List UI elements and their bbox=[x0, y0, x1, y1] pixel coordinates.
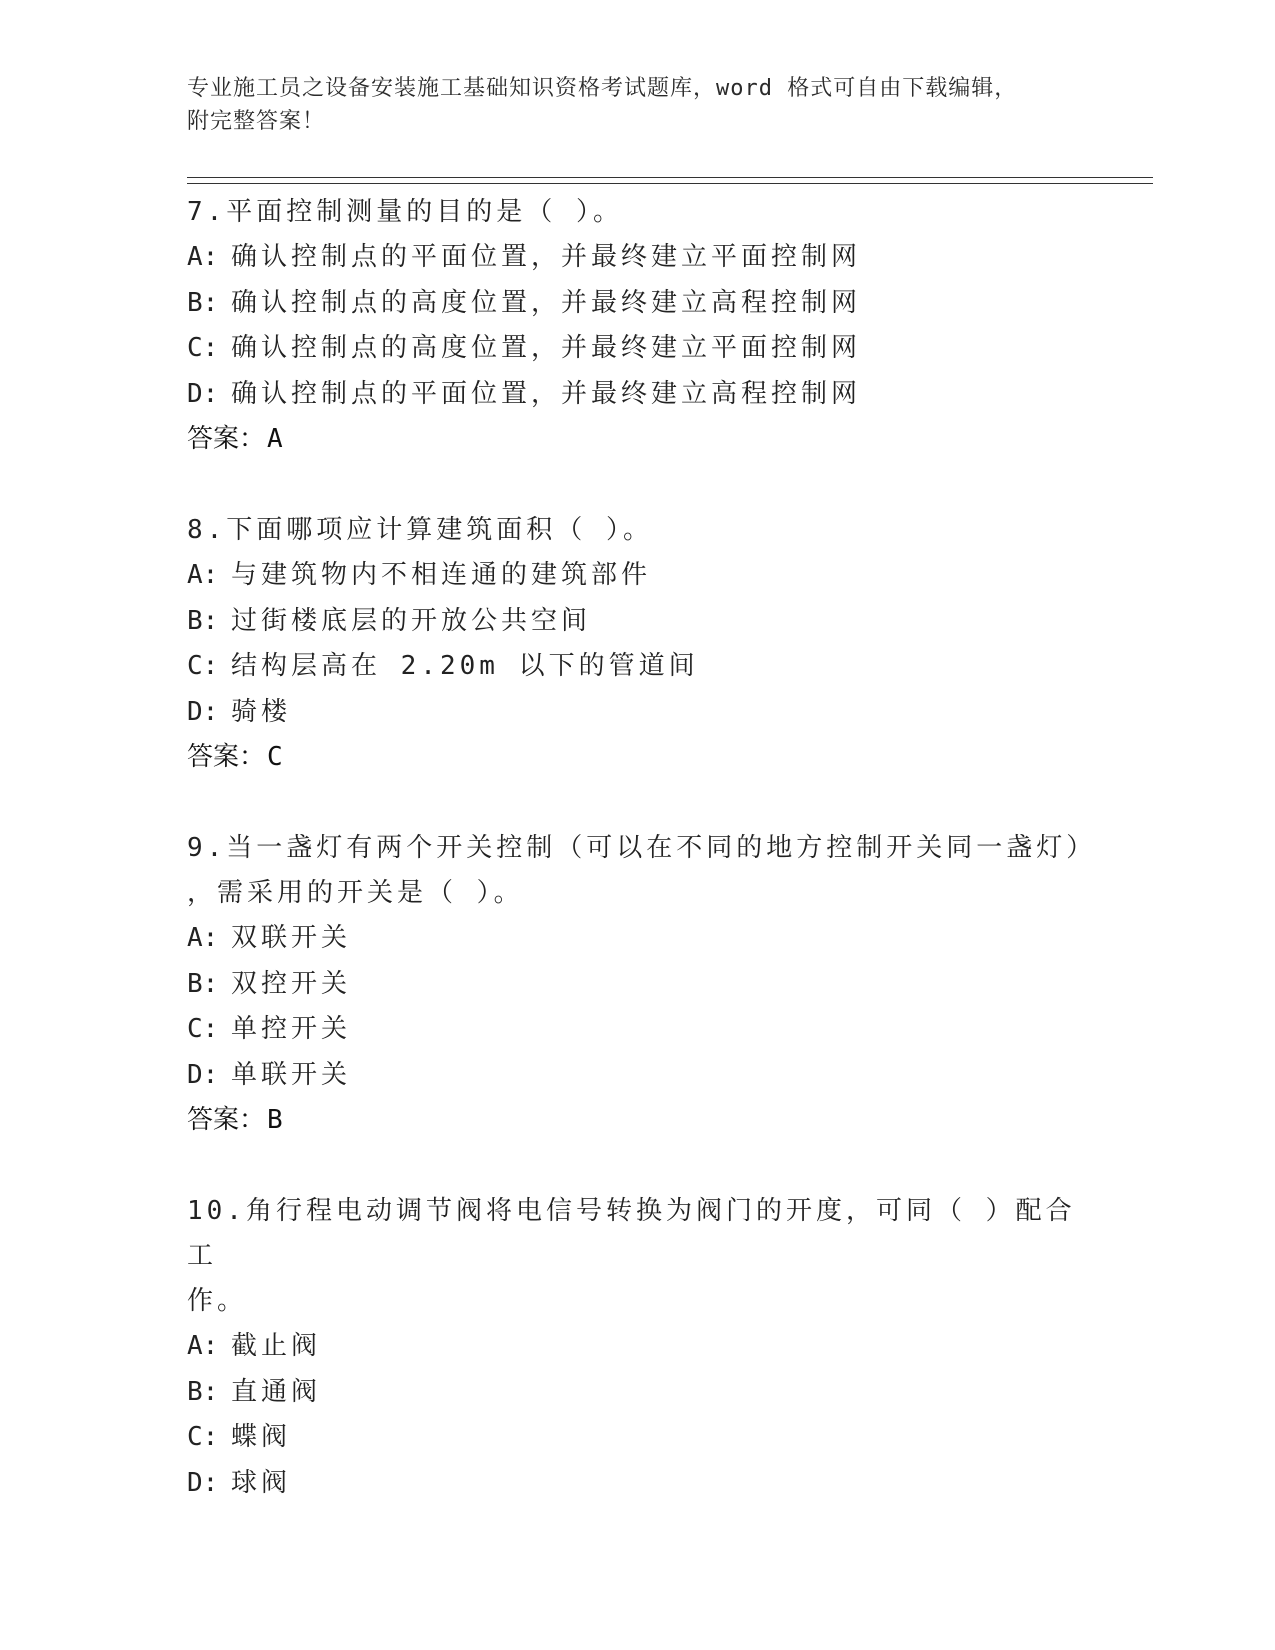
question-7 bbox=[187, 190, 1087, 462]
option-a bbox=[187, 235, 1087, 281]
option-letter: B: bbox=[187, 1376, 219, 1407]
option-text: 确认控制点的高度位置，并最终建立高程控制网 bbox=[231, 287, 862, 318]
option-letter: D: bbox=[187, 696, 219, 727]
answer-label: 答案： bbox=[187, 742, 266, 772]
option-letter: A: bbox=[187, 1331, 219, 1361]
option-text: 与建筑物内不相连通的建筑部件 bbox=[231, 560, 652, 590]
option-text: 截止阀 bbox=[231, 1331, 322, 1361]
option-d bbox=[187, 690, 1087, 736]
option-a bbox=[187, 553, 1087, 599]
option-text: 确认控制点的平面位置，并最终建立平面控制网 bbox=[231, 242, 862, 272]
option-b bbox=[187, 1370, 1087, 1416]
answer-value: C bbox=[267, 742, 283, 772]
option-text: 过街楼底层的开放公共空间 bbox=[231, 605, 592, 636]
header-divider-bottom bbox=[187, 183, 1153, 184]
option-text: 球阀 bbox=[231, 1467, 292, 1498]
header-divider-top bbox=[187, 177, 1153, 178]
option-text: 直通阀 bbox=[231, 1376, 322, 1407]
option-letter: B: bbox=[187, 968, 219, 999]
option-text: 确认控制点的高度位置，并最终建立平面控制网 bbox=[231, 333, 862, 363]
option-c bbox=[187, 1007, 1087, 1053]
answer-label: 答案： bbox=[187, 424, 266, 454]
option-letter: C: bbox=[187, 651, 219, 681]
option-letter: B: bbox=[187, 287, 219, 318]
answer-label: 答案： bbox=[187, 1105, 266, 1135]
option-text: 骑楼 bbox=[231, 696, 292, 727]
option-text: 结构层高在 2.20m 以下的管道间 bbox=[231, 651, 699, 681]
option-letter: D: bbox=[187, 378, 219, 409]
answer-value: B bbox=[267, 1105, 283, 1135]
option-text: 双控开关 bbox=[231, 968, 352, 999]
question-stem: 7.平面控制测量的目的是（ ）。 bbox=[187, 197, 623, 227]
question-8 bbox=[187, 508, 1087, 780]
option-text: 蝶阀 bbox=[231, 1422, 292, 1452]
option-letter: C: bbox=[187, 1014, 219, 1044]
option-letter: A: bbox=[187, 242, 219, 272]
option-a bbox=[187, 916, 1087, 962]
question-stem-line-2: 作。 bbox=[187, 1286, 248, 1316]
option-c bbox=[187, 644, 1087, 690]
option-b bbox=[187, 962, 1087, 1008]
question-stem-line-1: 9.当一盏灯有两个开关控制（可以在不同的地方控制开关同一盏灯） bbox=[187, 833, 1097, 863]
answer-line bbox=[187, 735, 1087, 780]
question-list bbox=[187, 190, 1097, 1552]
option-text: 单控开关 bbox=[231, 1014, 352, 1044]
option-b bbox=[187, 599, 1087, 645]
document-header bbox=[187, 72, 1067, 138]
option-letter: D: bbox=[187, 1467, 219, 1498]
option-d bbox=[187, 372, 1087, 418]
option-letter: C: bbox=[187, 333, 219, 363]
option-text: 确认控制点的平面位置，并最终建立高程控制网 bbox=[231, 378, 862, 409]
question-stem: 8.下面哪项应计算建筑面积（ ）。 bbox=[187, 515, 653, 545]
answer-line bbox=[187, 1098, 1087, 1143]
question-9 bbox=[187, 826, 1097, 1143]
answer-line bbox=[187, 417, 1087, 462]
option-letter: A: bbox=[187, 923, 219, 953]
question-10 bbox=[187, 1189, 1087, 1506]
option-b bbox=[187, 281, 1087, 327]
question-stem-line-1: 10.角行程电动调节阀将电信号转换为阀门的开度，可同（ ）配合工 bbox=[187, 1196, 1076, 1271]
answer-value: A bbox=[267, 424, 283, 454]
option-text: 单联开关 bbox=[231, 1059, 352, 1090]
option-d bbox=[187, 1053, 1087, 1099]
option-text: 双联开关 bbox=[231, 923, 352, 953]
header-line-1: 专业施工员之设备安装施工基础知识资格考试题库，word 格式可自由下载编辑， bbox=[187, 76, 1018, 101]
option-letter: B: bbox=[187, 605, 219, 636]
option-letter: C: bbox=[187, 1422, 219, 1452]
option-a bbox=[187, 1324, 1087, 1370]
option-letter: D: bbox=[187, 1059, 219, 1090]
header-line-2: 附完整答案！ bbox=[187, 109, 326, 134]
question-stem-line-2: ，需采用的开关是（ ）。 bbox=[187, 878, 524, 908]
option-d bbox=[187, 1461, 1087, 1507]
option-letter: A: bbox=[187, 560, 219, 590]
option-c bbox=[187, 326, 1087, 372]
option-c bbox=[187, 1415, 1087, 1461]
